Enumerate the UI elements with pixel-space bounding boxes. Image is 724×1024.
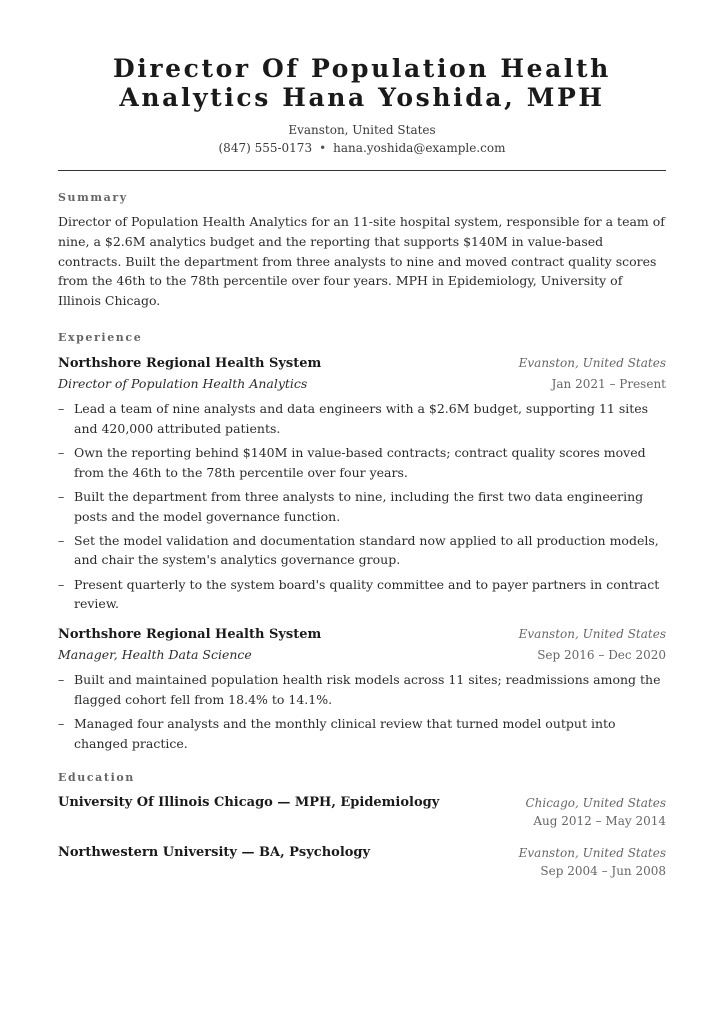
bullet-text: Managed four analysts and the monthly clinical review that turned model output into changed practice.: [74, 716, 616, 751]
school-dates: Aug 2012 – May 2014: [533, 813, 666, 828]
header-divider: [58, 170, 666, 171]
bullet-marker: –: [58, 532, 65, 548]
summary-heading: Summary: [58, 191, 128, 204]
resume-page: [58, 0, 666, 880]
bullet-text: Present quarterly to the system board's quality committee and to payer partners in contract review.: [74, 576, 660, 612]
bullet-marker: –: [58, 672, 65, 688]
contact-line: [58, 139, 666, 157]
education-heading: Education: [58, 770, 135, 784]
list-item: [58, 575, 666, 615]
employer-location: Evanston, United States: [518, 355, 666, 370]
employer-name: Northshore Regional Health System: [58, 627, 322, 643]
bullet-text: Lead a team of nine analysts and data engineers with a $2.6M budget, supporting 11 sites and 420,000 attributed patients.: [74, 400, 649, 436]
list-item: [58, 714, 666, 754]
school-name: University Of Illinois Chicago — MPH, Epidemiology: [58, 794, 440, 810]
list-item: [58, 670, 666, 710]
bullet-text: Set the model validation and documentation standard now applied to all production models, and chair the system's analytics governance group.: [74, 532, 659, 568]
experience-heading: Experience: [58, 330, 143, 344]
school-name: Northwestern University — BA, Psychology: [58, 844, 371, 860]
page-title: Director Of Population Health Analytics Hana Yoshida, MPH: [113, 54, 611, 112]
bullet-marker: –: [58, 400, 65, 416]
bullet-marker: –: [58, 488, 65, 504]
bullet-text: Built and maintained population health risk models across 11 sites; readmissions among the flagged cohort fell from 18.4% to 14.1%.: [74, 672, 661, 707]
employer-name: Northshore Regional Health System: [58, 355, 322, 371]
employer-location: Evanston, United States: [518, 627, 666, 642]
school-location: Evanston, United States: [518, 845, 666, 860]
summary-text: Director of Population Health Analytics for an 11-site hospital system, responsible for a team of nine, a $2.6M analytics budget and the reporting that supports $140M in value-based contracts. Built the department from three analysts to nine and moved contract quality scores from the 46th to the 78th percentile over four years. MPH in Epidemiology, University of Illinois Chicago.: [58, 214, 665, 309]
education-entry: [58, 844, 666, 880]
list-item: [58, 399, 666, 439]
email-address: hana.yoshida@example.com: [333, 141, 506, 155]
experience-entry: [58, 353, 666, 614]
list-item: [58, 487, 666, 527]
bullet-text: Own the reporting behind $140M in value-based contracts; contract quality scores moved from the 46th to the 78th percentile over four years.: [74, 444, 646, 480]
job-title: Director of Population Health Analytics: [58, 375, 308, 391]
list-item: [58, 531, 666, 571]
job-title: Manager, Health Data Science: [58, 647, 252, 663]
experience-entry: [58, 624, 666, 753]
header-location: Evanston, United States: [288, 123, 436, 137]
bullet-list: [58, 399, 666, 614]
job-dates: Sep 2016 – Dec 2020: [537, 648, 666, 663]
school-dates: Sep 2004 – Jun 2008: [540, 863, 666, 878]
job-dates: Jan 2021 – Present: [551, 376, 666, 391]
bullet-list: [58, 670, 666, 753]
list-item: [58, 443, 666, 483]
bullet-marker: –: [58, 444, 65, 460]
school-location: Chicago, United States: [525, 795, 666, 810]
phone-number: (847) 555-0173: [218, 141, 313, 155]
bullet-text: Built the department from three analysts to nine, including the first two data engineering posts and the model governance function.: [74, 488, 644, 524]
contact-separator: •: [319, 141, 327, 155]
bullet-marker: –: [58, 576, 65, 592]
bullet-marker: –: [58, 716, 65, 732]
education-entry: [58, 794, 666, 830]
